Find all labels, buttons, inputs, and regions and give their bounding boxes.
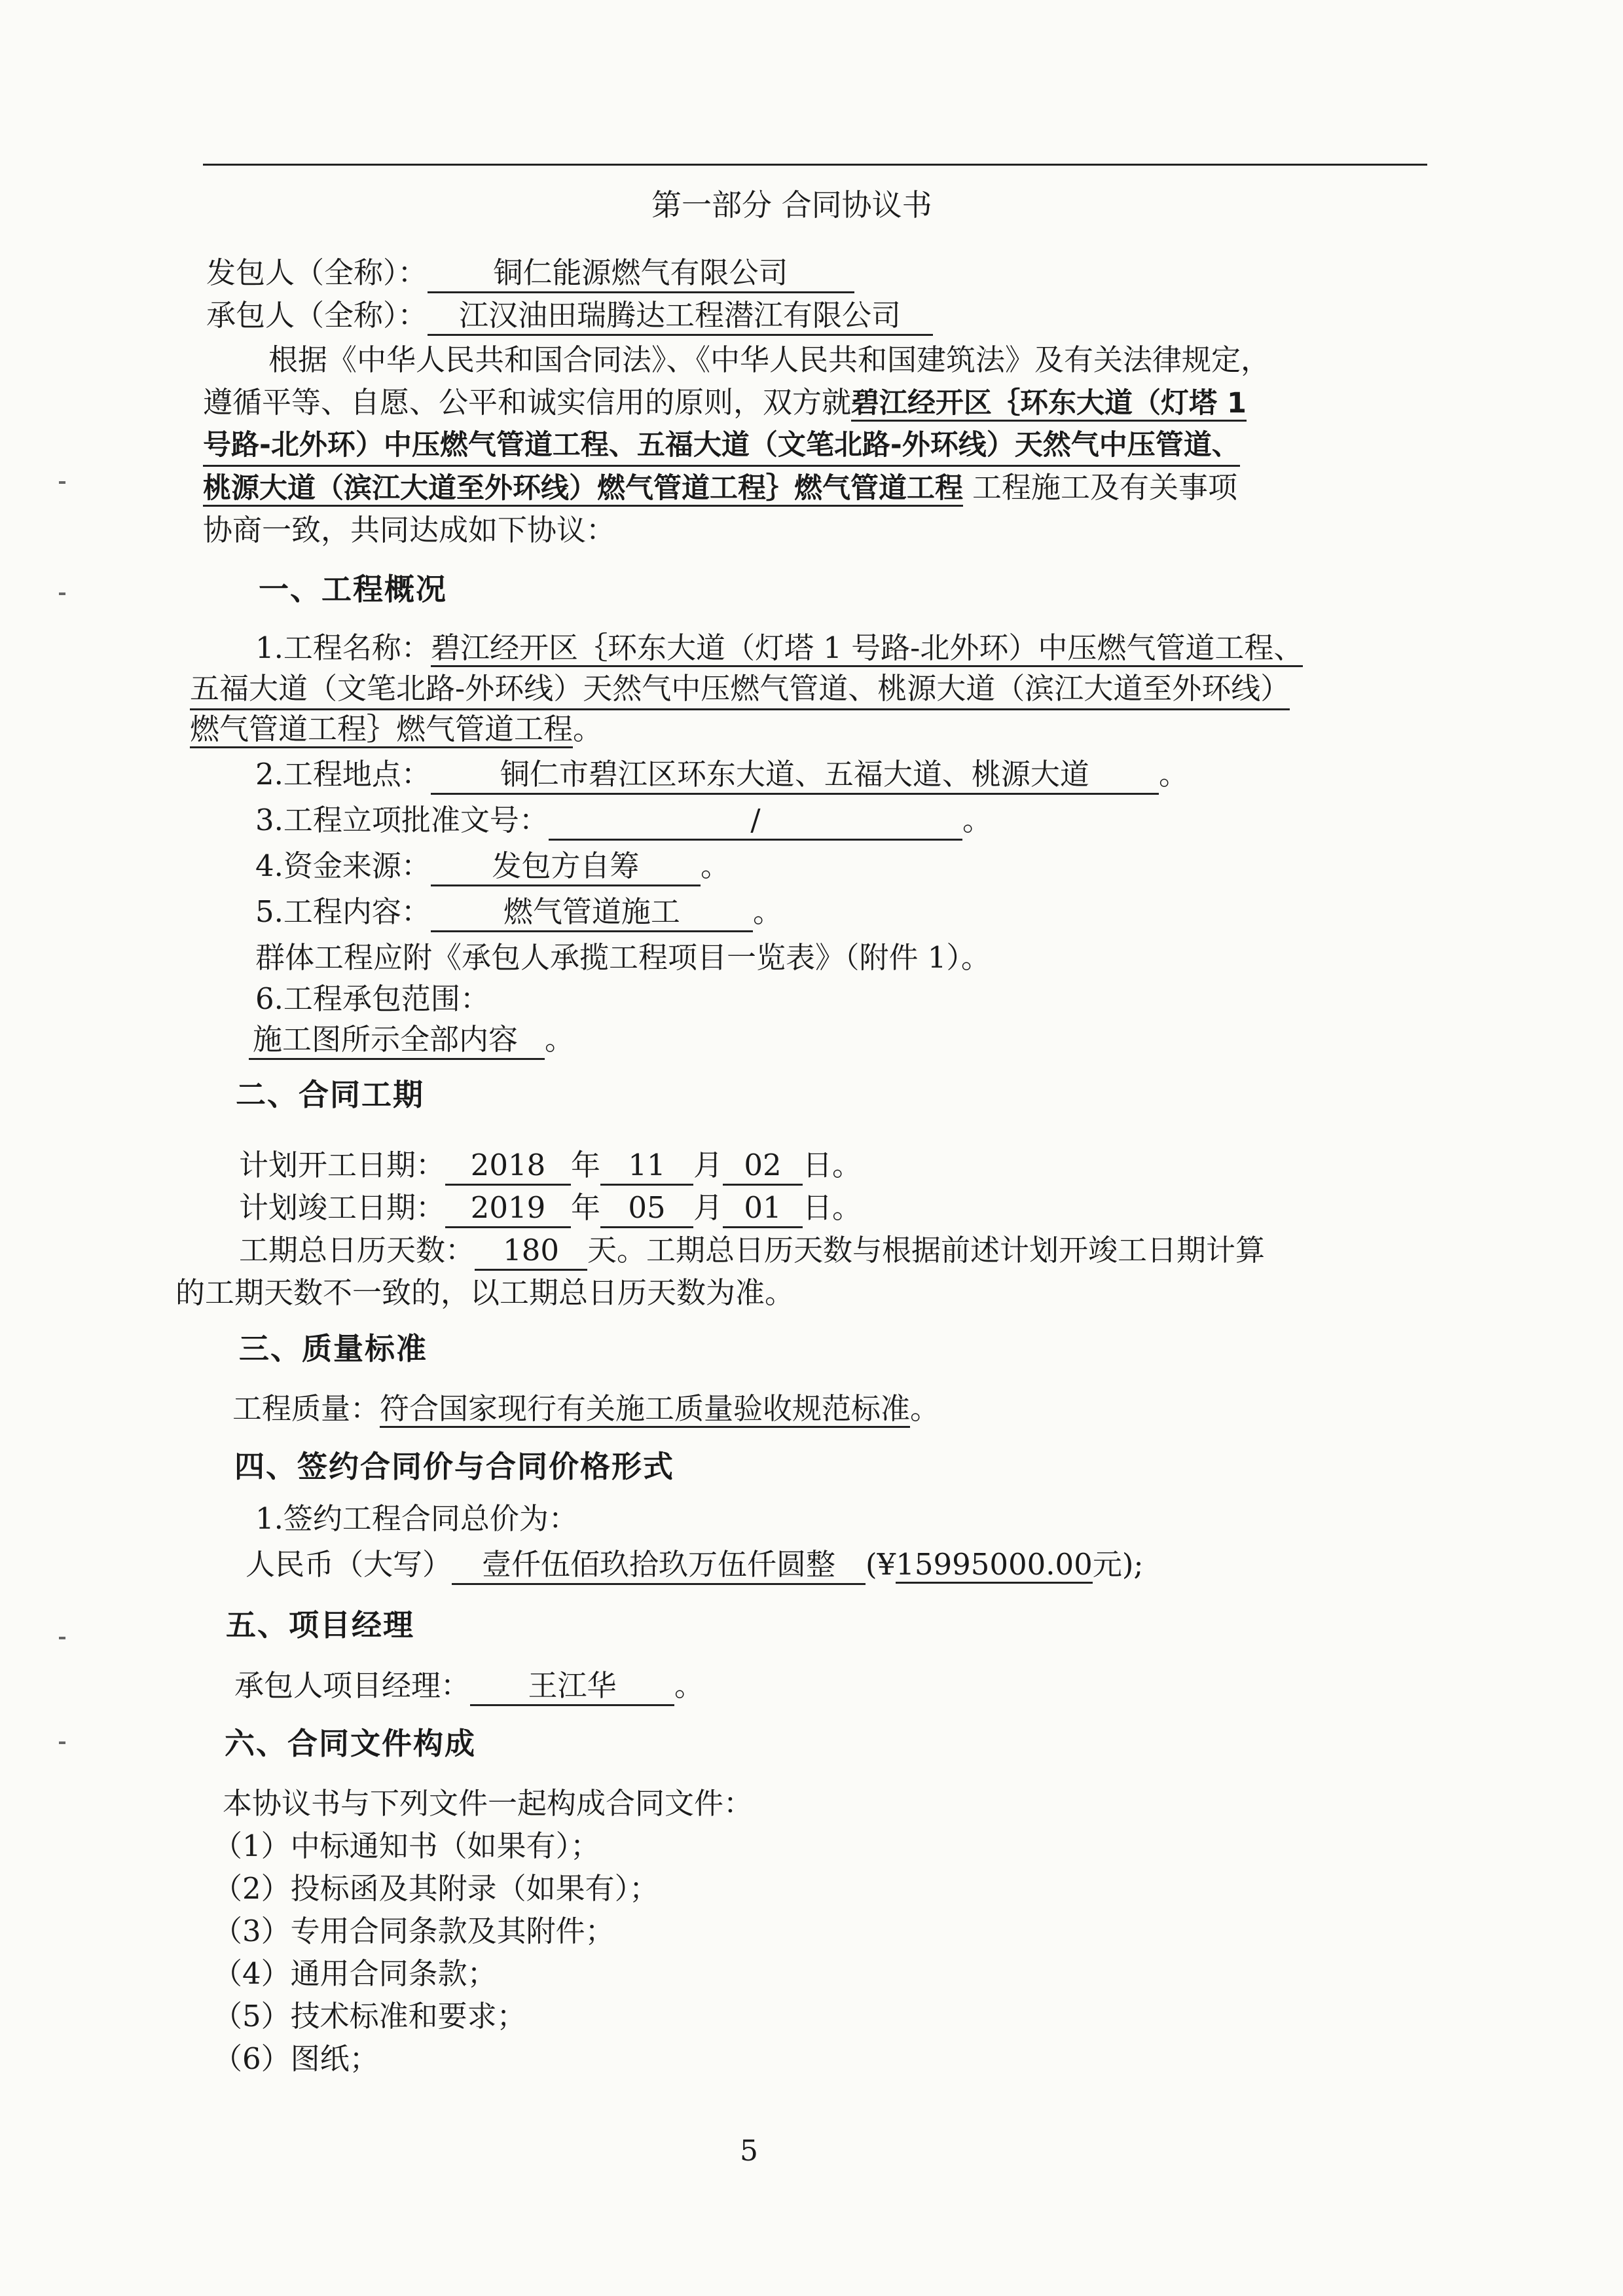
project-name-line-3-row — [190, 710, 602, 749]
page-number: 5 — [740, 2134, 758, 2168]
scope-row — [249, 1020, 574, 1059]
preamble-text-end: 工程施工及有关事项 — [972, 470, 1238, 505]
total-days-note: 天。工期总日历天数与根据前述计划开竣工日期计算 — [587, 1233, 1266, 1267]
location-row — [255, 755, 1188, 794]
period: 。 — [700, 848, 730, 883]
header-rule — [203, 164, 1427, 166]
project-name-inline: 碧江经开区｛环东大道（灯塔 1 — [851, 387, 1247, 422]
contract-price-label: 1.签约工程合同总价为： — [255, 1501, 578, 1536]
document-item-6: （6）图纸； — [213, 2041, 379, 2076]
section-4-heading: 四、签约合同价与合同价格形式 — [234, 1449, 674, 1484]
section-6-heading: 六、合同文件构成 — [225, 1726, 476, 1761]
month-unit: 月 — [693, 1190, 723, 1225]
quality-row — [232, 1389, 939, 1429]
period: 。 — [752, 894, 782, 929]
period: 。 — [573, 712, 603, 746]
end-date-row — [239, 1188, 862, 1228]
start-date-row — [239, 1146, 862, 1185]
preamble-line-1: 根据《中华人民共和国合同法》、《中华人民共和国建筑法》及有关法律规定， — [268, 342, 1271, 377]
document-item-4: （4）通用合同条款； — [213, 1956, 497, 1991]
contractor-row — [206, 296, 933, 335]
project-name-label: 1.工程名称： — [255, 630, 431, 665]
quality-value: 符合国家现行有关施工质量验收规范标准 — [380, 1391, 910, 1428]
year-unit: 年 — [571, 1190, 601, 1225]
document-item-3: （3）专用合同条款及其附件； — [213, 1914, 615, 1948]
document-item-2: （2）投标函及其附录（如果有）； — [213, 1871, 659, 1906]
start-day: 02 — [723, 1147, 803, 1186]
section-3-heading: 三、质量标准 — [239, 1331, 428, 1366]
approval-label: 3.工程立项批准文号： — [255, 803, 549, 837]
rmb-amount-number: 15995000.00 — [896, 1547, 1093, 1584]
margin-mark — [59, 1637, 65, 1639]
end-day: 01 — [723, 1190, 803, 1228]
document-item-1: （1）中标通知书（如果有）； — [213, 1829, 600, 1863]
year-unit: 年 — [571, 1148, 601, 1182]
group-project-note: 群体工程应附《承包人承揽工程项目一览表》（附件 1）。 — [255, 940, 991, 975]
total-days-label: 工期总日历天数： — [239, 1233, 475, 1267]
total-days-value: 180 — [475, 1232, 587, 1271]
location-value: 铜仁市碧江区环东大道、五福大道、桃源大道 — [431, 756, 1159, 795]
end-month: 05 — [600, 1190, 693, 1228]
project-name-line-2: 五福大道（文笔北路-外环线）天然气中压燃气管道、桃源大道（滨江大道至外环线） — [190, 669, 1290, 710]
document-item-5: （5）技术标准和要求； — [213, 1999, 526, 2033]
project-manager-value: 王江华 — [470, 1667, 674, 1706]
start-year: 2018 — [445, 1147, 571, 1186]
project-name-line-1: 碧江经开区｛环东大道（灯塔 1 号路-北外环）中压燃气管道工程、 — [431, 630, 1303, 667]
period: 。 — [1158, 757, 1188, 792]
location-label: 2.工程地点： — [255, 757, 431, 792]
preamble-line-4 — [203, 468, 1237, 507]
project-name-inline-end: 桃源大道（滨江大道至外环线）燃气管道工程｝燃气管道工程 — [203, 472, 963, 507]
funding-label: 4.资金来源： — [255, 848, 431, 883]
day-unit: 日。 — [803, 1148, 862, 1182]
section-2-heading: 二、合同工期 — [236, 1077, 424, 1112]
preamble-line-2 — [203, 383, 1247, 422]
rmb-amount-words: 壹仟伍佰玖拾玖万伍仟圆整 — [452, 1546, 866, 1585]
start-date-label: 计划开工日期： — [239, 1148, 446, 1182]
total-days-row — [239, 1231, 1265, 1270]
funding-row — [255, 847, 730, 886]
margin-mark — [59, 481, 65, 484]
end-year: 2019 — [445, 1190, 571, 1228]
period: 。 — [910, 1391, 940, 1426]
content-value: 燃气管道施工 — [431, 894, 753, 932]
project-manager-row — [234, 1666, 704, 1705]
project-manager-label: 承包人项目经理： — [234, 1668, 471, 1703]
approval-value: / — [549, 802, 962, 841]
project-name-line-3: 燃气管道工程｝燃气管道工程 — [190, 712, 573, 748]
funding-value: 发包方自筹 — [431, 848, 701, 886]
documents-intro: 本协议书与下列文件一起构成合同文件： — [223, 1786, 754, 1821]
start-month: 11 — [600, 1147, 693, 1186]
month-unit: 月 — [693, 1148, 723, 1182]
contractor-value: 江汉油田瑞腾达工程潜江有限公司 — [428, 297, 933, 336]
section-5-heading: 五、项目经理 — [226, 1607, 414, 1643]
approval-row — [255, 801, 992, 840]
yuan-prefix: (¥ — [866, 1547, 896, 1582]
day-unit: 日。 — [803, 1190, 862, 1225]
margin-mark — [59, 592, 65, 595]
rmb-label: 人民币（大写） — [246, 1547, 452, 1582]
yuan-suffix: 元); — [1092, 1547, 1144, 1582]
preamble-text: 遵循平等、自愿、公平和诚实信用的原则，双方就 — [203, 385, 852, 420]
project-name-row — [255, 629, 1303, 668]
total-days-note-2: 的工期天数不一致的，以工期总日历天数为准。 — [175, 1275, 795, 1310]
page-title: 第一部分 合同协议书 — [651, 187, 932, 223]
period: 。 — [962, 803, 992, 837]
employer-label: 发包人（全称）： — [206, 255, 428, 290]
period: 。 — [674, 1668, 704, 1703]
preamble-line-5: 协商一致，共同达成如下协议： — [203, 513, 616, 547]
section-1-heading: 一、工程概况 — [259, 572, 447, 607]
contractor-label: 承包人（全称）： — [206, 298, 428, 333]
scope-value: 施工图所示全部内容 — [249, 1021, 545, 1060]
preamble-line-3: 号路-北外环）中压燃气管道工程、五福大道（文笔北路-外环线）天然气中压管道、 — [203, 426, 1240, 467]
quality-label: 工程质量： — [232, 1391, 380, 1426]
contract-price-row — [246, 1545, 1144, 1584]
margin-mark — [59, 1741, 65, 1744]
scope-label: 6.工程承包范围： — [255, 981, 490, 1016]
end-date-label: 计划竣工日期： — [239, 1190, 446, 1225]
employer-value: 铜仁能源燃气有限公司 — [428, 255, 854, 293]
period: 。 — [545, 1022, 575, 1057]
content-label: 5.工程内容： — [255, 894, 431, 929]
content-row — [255, 892, 782, 932]
employer-row — [206, 253, 854, 293]
